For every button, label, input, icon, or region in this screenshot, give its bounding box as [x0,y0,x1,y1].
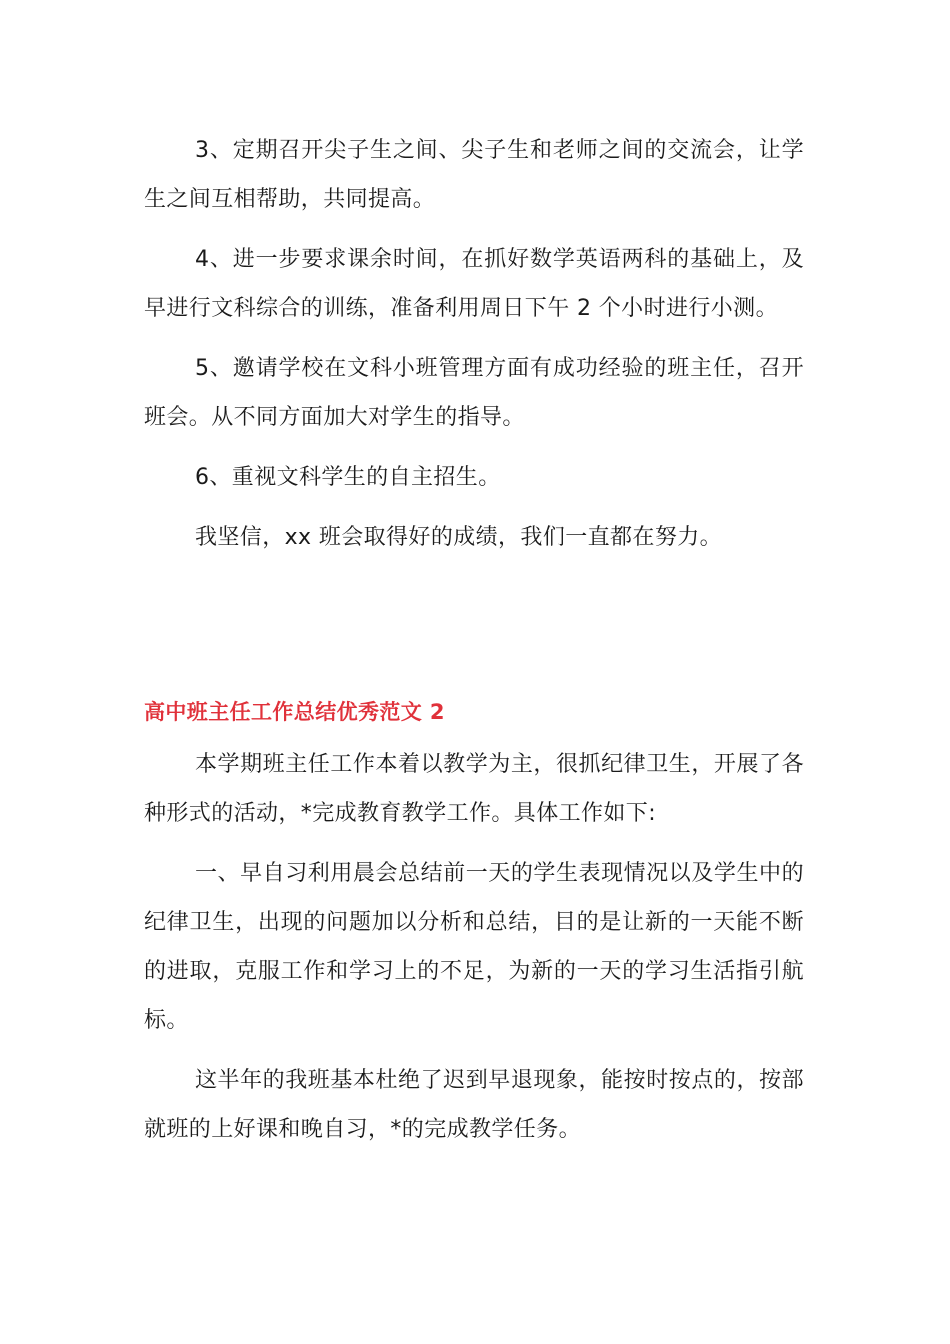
paragraph-item-5: 5、邀请学校在文科小班管理方面有成功经验的班主任，召开班会。从不同方面加大对学生的指导。 [144,356,804,430]
paragraph-item-4: 4、进一步要求课余时间，在抓好数学英语两科的基础上，及早进行文科综合的训练，准备利用周日下午 2 个小时进行小测。 [144,247,804,321]
heading-spacer [144,732,804,740]
paragraph-item-3: 3、定期召开尖子生之间、尖子生和老师之间的交流会，让学生之间互相帮助，共同提高。 [144,138,804,212]
section-heading: 高中班主任工作总结优秀范文 2 [144,700,445,724]
paragraph-intro: 本学期班主任工作本着以教学为主，很抓纪律卫生，开展了各种形式的活动，*完成教育教学工作。具体工作如下: [144,752,804,826]
paragraph-item-6: 6、重视文科学生的自主招生。 [195,465,501,490]
section-spacer [144,573,804,692]
document-body [144,126,804,1165]
paragraph-point-one: 一、早自习利用晨会总结前一天的学生表现情况以及学生中的纪律卫生，出现的问题加以分析和总结，目的是让新的一天能不断的进取，克服工作和学习上的不足，为新的一天的学习生活指引航标。 [144,861,804,1033]
paragraph-conclusion: 我坚信，xx 班会取得好的成绩，我们一直都在努力。 [195,525,723,550]
paragraph-attendance: 这半年的我班基本杜绝了迟到早退现象，能按时按点的，按部就班的上好课和晚自习，*的完成教学任务。 [144,1068,804,1142]
